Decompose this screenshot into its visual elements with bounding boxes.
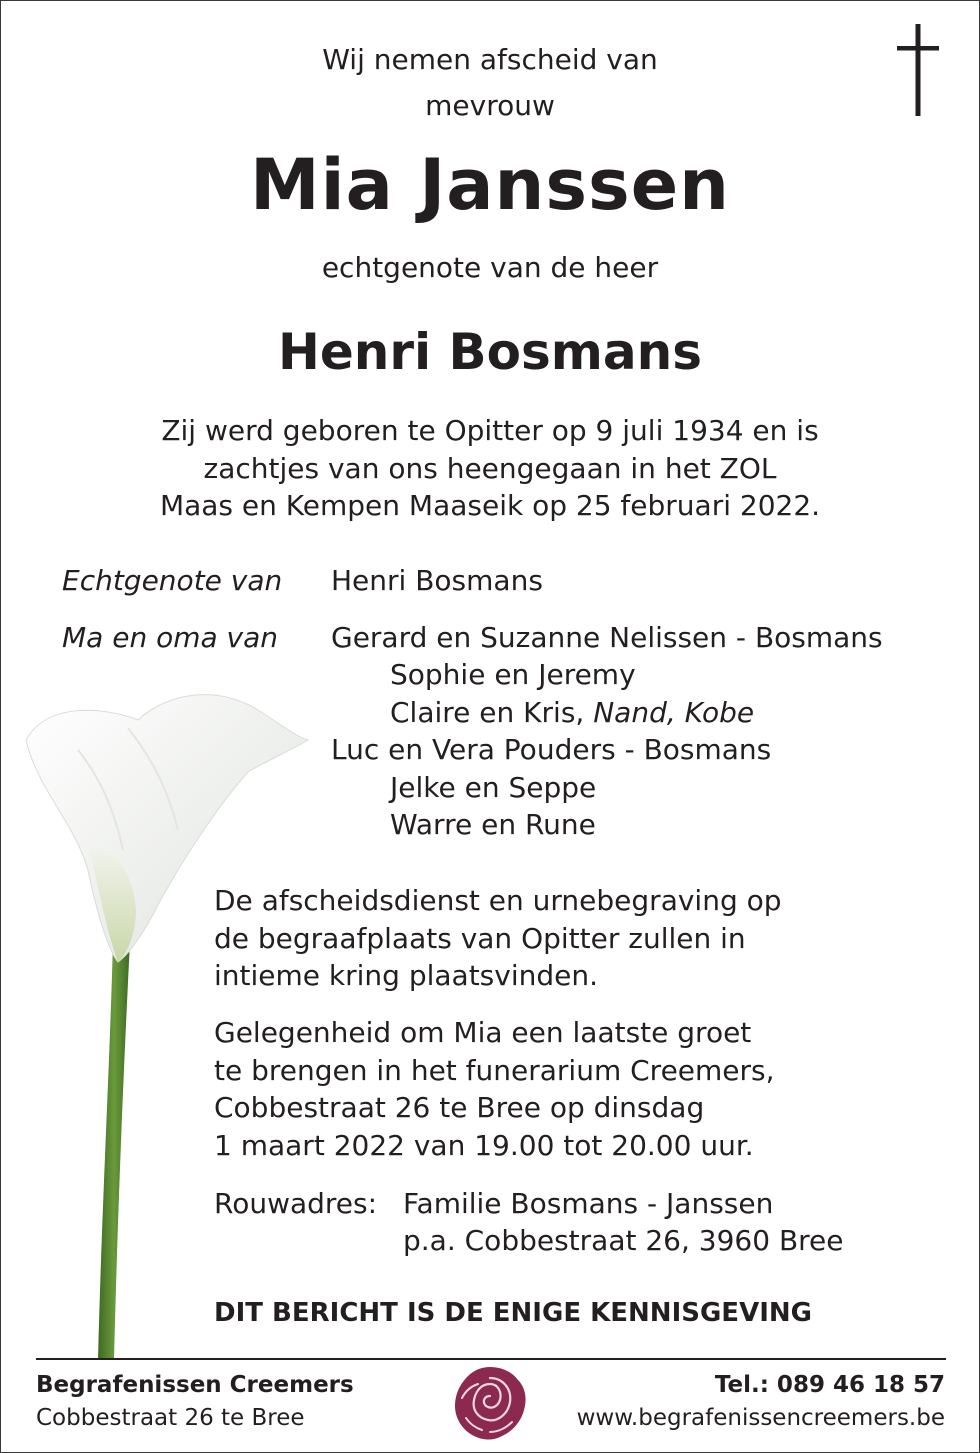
family-line-3-text: Claire en Kris,	[390, 696, 594, 729]
visitation-line-2: te brengen in het funerarium Creemers,	[214, 1053, 775, 1087]
funeral-home-website[interactable]: www.begrafenissencreemers.be	[576, 1405, 945, 1431]
great-grandchildren: Nand, Kobe	[593, 696, 755, 729]
visitation-paragraph	[214, 1014, 775, 1164]
service-line-3: intieme kring plaatsvinden.	[214, 959, 599, 992]
intro-line-1: Wij nemen afscheid van	[322, 43, 658, 76]
visitation-line-1: Gelegenheid om Mia een laatste groet	[214, 1016, 752, 1049]
funeral-home-phone: Tel.: 089 46 18 57	[714, 1372, 945, 1398]
spouse-name: Henri Bosmans	[278, 323, 702, 381]
mourning-address-line-2: p.a. Cobbestraat 26, 3960 Bree	[403, 1224, 844, 1257]
spouse-value: Henri Bosmans	[331, 564, 543, 597]
funeral-home-address: Cobbestraat 26 te Bree	[36, 1405, 305, 1431]
family-line-2: Sophie en Jeremy	[390, 658, 636, 691]
footer-divider	[36, 1358, 946, 1360]
family-line-6: Warre en Rune	[390, 808, 596, 841]
funeral-home-name: Begrafenissen Creemers	[36, 1372, 354, 1398]
visitation-line-4: 1 maart 2022 van 19.00 tot 20.00 uur.	[214, 1128, 754, 1162]
visitation-line-3: Cobbestraat 26 te Bree op dinsdag	[214, 1091, 705, 1124]
sole-notice: DIT BERICHT IS DE ENIGE KENNISGEVING	[214, 1298, 812, 1328]
birth-death-line-2: zachtjes van ons heengegaan in het ZOL	[203, 452, 777, 485]
family-label: Ma en oma van	[62, 621, 279, 654]
deceased-name: Mia Janssen	[249, 144, 730, 226]
family-line-4: Luc en Vera Pouders - Bosmans	[331, 733, 772, 766]
service-line-2: de begraafplaats van Opitter zullen in	[214, 921, 746, 955]
spouse-label: Echtgenote van	[62, 564, 283, 597]
service-paragraph	[214, 882, 782, 995]
birth-death-line-1: Zij werd geboren te Opitter op 9 juli 1934 en is	[161, 414, 819, 447]
family-line-5: Jelke en Seppe	[390, 771, 597, 804]
family-line-3	[390, 696, 754, 729]
mourning-address-label: Rouwadres:	[214, 1187, 378, 1220]
rose-logo-icon	[452, 1364, 528, 1442]
service-line-1: De afscheidsdienst en urnebegraving op	[214, 884, 782, 917]
spouse-intro: echtgenote van de heer	[321, 251, 659, 284]
mourning-address-line-1: Familie Bosmans - Janssen	[403, 1187, 774, 1220]
intro-line-2: mevrouw	[425, 89, 555, 122]
birth-death-line-3: Maas en Kempen Maaseik op 25 februari 2022.	[159, 489, 821, 522]
family-line-1: Gerard en Suzanne Nelissen - Bosmans	[331, 621, 883, 654]
